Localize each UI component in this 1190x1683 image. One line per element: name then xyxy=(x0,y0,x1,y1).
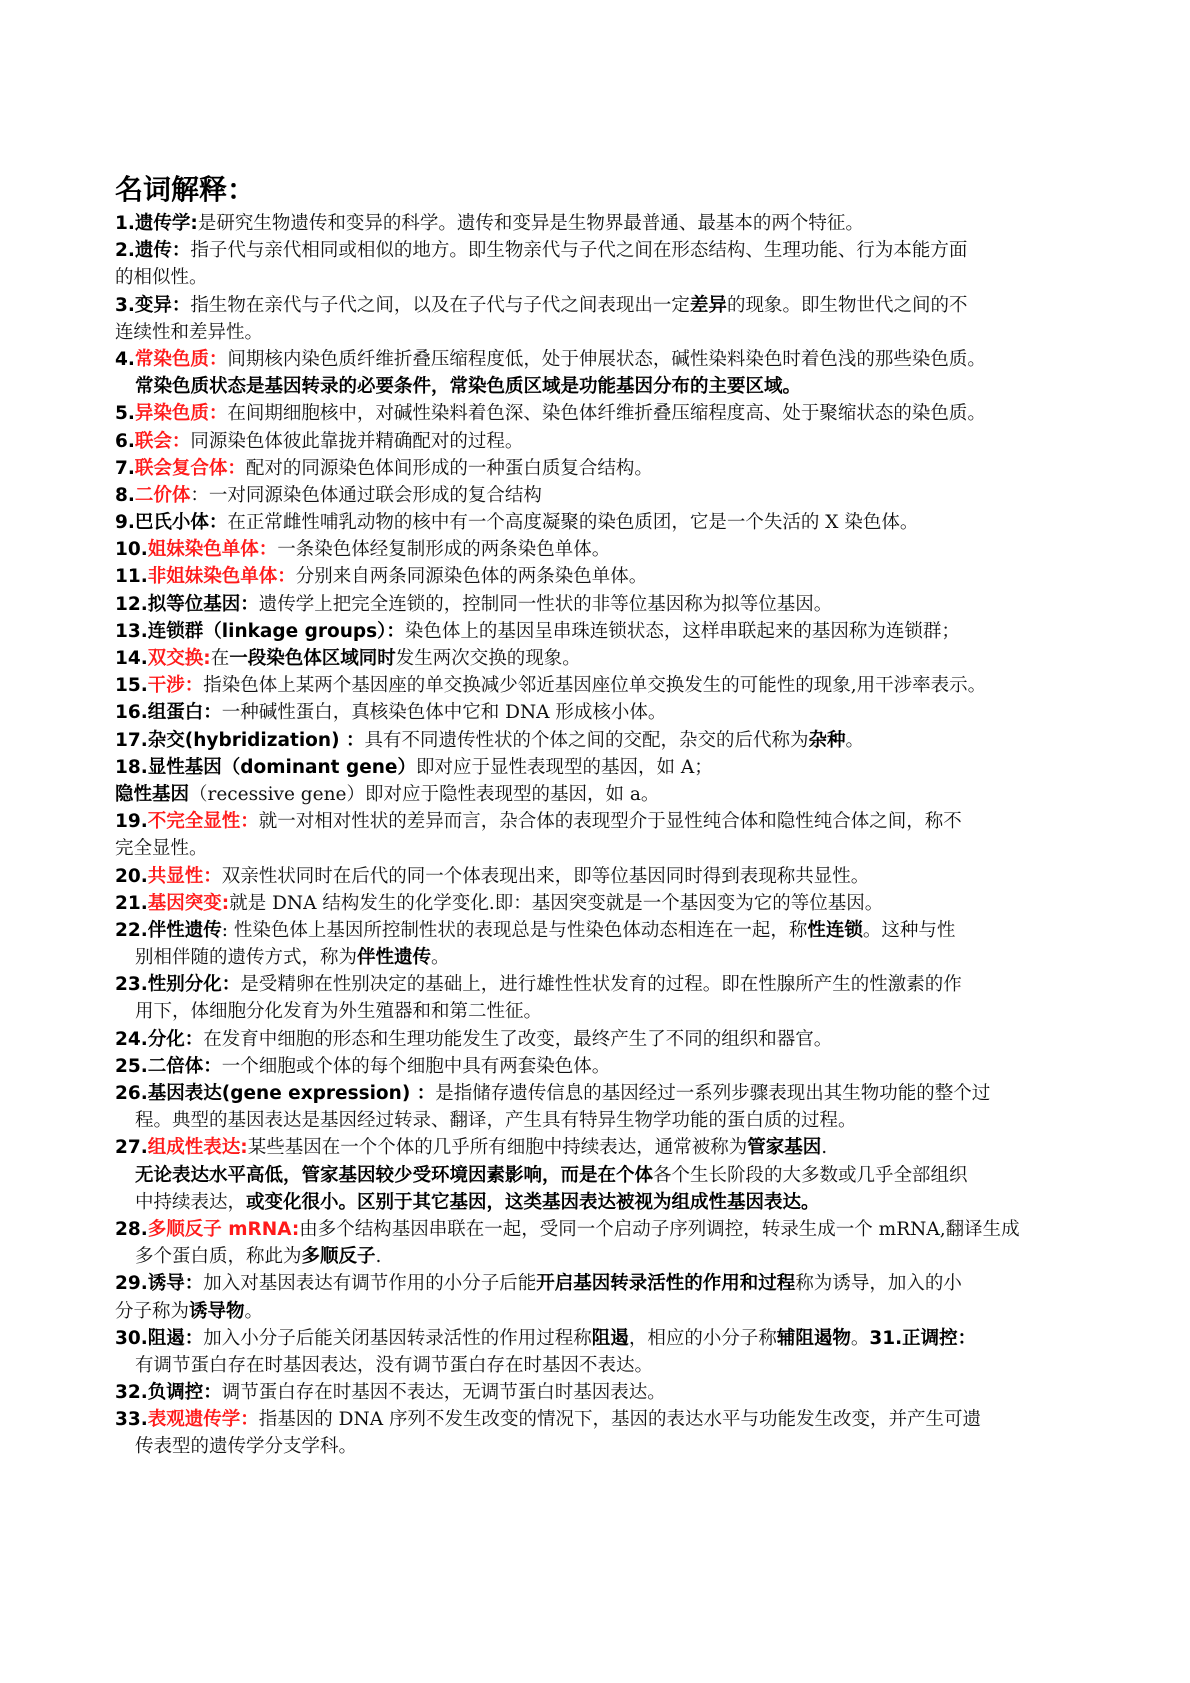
bold-text: 辅阻遏物 xyxy=(776,1327,851,1349)
bold-text: 13.连锁群（linkage groups）： xyxy=(115,620,405,642)
entry-text: 同源染色体彼此靠拢并精确配对的过程。 xyxy=(190,430,524,452)
glossary-entry xyxy=(115,210,1095,237)
bold-text: 16.组蛋白： xyxy=(115,702,222,724)
entry-line xyxy=(115,971,1095,998)
entry-line xyxy=(115,482,1095,509)
entry-line xyxy=(115,1379,1095,1406)
glossary-entry xyxy=(115,563,1095,590)
entry-text: 。 xyxy=(850,1327,870,1349)
glossary-entry xyxy=(115,754,1095,808)
bold-text: 无论表达水平高低，管家基因较少受环境因素影响，而是在个体 xyxy=(135,1164,654,1186)
entry-line xyxy=(115,754,1095,781)
entry-text: 是研究生物遗传和变异的科学。遗传和变异是生物界最普通、最基本的两个特征。 xyxy=(197,213,864,234)
entry-text: 指基因的 DNA 序列不发生改变的情况下，基因的表达水平与功能发生改变，并产生可遗 xyxy=(258,1409,981,1431)
entry-line xyxy=(115,781,1095,808)
term-highlight: 表观遗传学： xyxy=(147,1409,259,1431)
glossary-entry xyxy=(115,482,1095,509)
entry-text: 。这种与性 xyxy=(862,919,956,941)
bold-text: 27. xyxy=(115,1137,148,1159)
entry-line xyxy=(115,917,1095,944)
entry-text: . xyxy=(375,1246,382,1268)
entry-text: 。 xyxy=(431,947,450,969)
entry-line xyxy=(115,618,1095,645)
entry-line xyxy=(115,1352,1095,1379)
bold-text: 5. xyxy=(115,403,135,425)
entry-text: 是指储存遗传信息的基因经过一系列步骤表现出其生物功能的整个过 xyxy=(435,1083,991,1104)
entry-line xyxy=(115,319,1095,346)
bold-text: 33. xyxy=(115,1409,148,1431)
entry-line xyxy=(115,727,1095,754)
bold-text: 差异 xyxy=(689,294,727,316)
entry-line xyxy=(115,835,1095,862)
bold-text: 32.负调控： xyxy=(115,1382,222,1404)
bold-text: 30.阻遏： xyxy=(115,1327,204,1349)
entry-text: 的相似性。 xyxy=(115,267,208,289)
bold-text: 杂种 xyxy=(808,729,846,751)
entry-line xyxy=(115,400,1095,427)
glossary-entry xyxy=(115,1406,1095,1460)
bold-text: 伴性遗传 xyxy=(357,947,432,969)
term-highlight: 联会复合体： xyxy=(134,457,246,479)
entry-line xyxy=(115,890,1095,917)
bold-text: 开启基因转录活性的作用和过程 xyxy=(536,1273,796,1295)
bold-text: 或变化很小。区别于其它基因，这类基因表达被视为组成性基因表达。 xyxy=(246,1191,820,1213)
entry-line xyxy=(115,264,1095,291)
entry-text: 完全显性。 xyxy=(115,838,208,860)
entry-text: 在 xyxy=(210,648,230,669)
glossary-entry xyxy=(115,346,1095,400)
entry-line xyxy=(115,1080,1095,1107)
entry-line xyxy=(115,536,1095,563)
bold-text: 多顺反子 xyxy=(301,1246,376,1268)
entry-text: 在间期细胞核中，对碱性染料着色深、染色体纤维折叠压缩程度高、处于聚缩状态的染色质。 xyxy=(227,403,986,425)
entry-line xyxy=(115,1026,1095,1053)
glossary-entry xyxy=(115,699,1095,726)
entry-line xyxy=(115,699,1095,726)
entry-line xyxy=(115,563,1095,590)
entry-line xyxy=(115,1433,1095,1460)
glossary-entry xyxy=(115,645,1095,672)
term-highlight: 组成性表达: xyxy=(147,1137,248,1159)
entry-text: 配对的同源染色体间形成的一种蛋白质复合结构。 xyxy=(245,457,653,479)
term-highlight: 多顺反子 mRNA: xyxy=(147,1218,300,1240)
entry-text: 。 xyxy=(845,729,865,751)
bold-text: 29.诱导： xyxy=(115,1273,204,1295)
entry-line xyxy=(115,346,1095,373)
glossary-entry xyxy=(115,400,1095,427)
entry-text: 的现象。即生物世代之间的不 xyxy=(726,294,968,316)
entry-line xyxy=(115,237,1095,264)
entry-line xyxy=(115,998,1095,1025)
term-highlight: 常染色质： xyxy=(134,348,228,370)
entry-text: 。 xyxy=(244,1300,264,1322)
entry-text: 分别来自两条同源染色体的两条染色单体。 xyxy=(295,566,648,588)
glossary-entry xyxy=(115,672,1095,699)
entry-line xyxy=(115,373,1095,400)
entry-text: 是受精卵在性别决定的基础上，进行雄性性状发育的过程。即在性腺所产生的性激素的作 xyxy=(240,974,962,996)
entry-text: 加入对基因表达有调节作用的小分子后能 xyxy=(203,1273,537,1295)
glossary-entry xyxy=(115,428,1095,455)
bold-text: 14. xyxy=(115,648,148,669)
glossary-entry xyxy=(115,890,1095,917)
bold-text: 3.变异： xyxy=(115,294,191,316)
entry-text: 程。典型的基因表达是基因经过转录、翻译，产生具有特异生物学功能的蛋白质的过程。 xyxy=(135,1110,857,1132)
entry-line xyxy=(115,509,1095,536)
bold-text: 阻遏 xyxy=(591,1327,629,1349)
entry-text: 即对应于显性表现型的基因，如 A； xyxy=(415,756,713,778)
glossary-entry xyxy=(115,1026,1095,1053)
glossary-entry xyxy=(115,727,1095,754)
bold-text: 9.巴氏小体： xyxy=(115,512,228,534)
entry-text: 加入小分子后能关闭基因转录活性的作用过程称 xyxy=(203,1327,592,1349)
entry-text: 中持续表达， xyxy=(135,1191,247,1213)
entry-text: 各个生长阶段的大多数或几乎全部组织 xyxy=(653,1164,968,1186)
entry-text: 传表型的遗传学分支学科。 xyxy=(135,1436,358,1458)
entry-text: 在发育中细胞的形态和生理功能发生了改变，最终产生了不同的组织和器官。 xyxy=(203,1028,833,1050)
glossary-entry xyxy=(115,1216,1095,1270)
glossary-entry xyxy=(115,1325,1095,1379)
entry-text: 称为诱导，加入的小 xyxy=(795,1273,962,1295)
entry-line xyxy=(115,210,1095,237)
bold-text: 18.显性基因（dominant gene） xyxy=(115,756,416,778)
entry-line xyxy=(115,1189,1095,1216)
entry-text: 就一对相对性状的差异而言，杂合体的表现型介于显性纯合体和隐性纯合体之间，称不 xyxy=(258,811,962,833)
glossary-entry xyxy=(115,971,1095,1025)
entry-text: 就是 DNA 结构发生的化学变化.即：基因突变就是一个基因变为它的等位基因。 xyxy=(229,892,884,914)
term-highlight: 姐妹染色单体： xyxy=(147,539,278,561)
term-highlight: 双交换: xyxy=(147,648,211,669)
entry-text: 遗传学上把完全连锁的，控制同一性状的非等位基因称为拟等位基因。 xyxy=(258,593,833,615)
entry-line xyxy=(115,591,1095,618)
glossary-entry xyxy=(115,1379,1095,1406)
entry-text: 在正常雌性哺乳动物的核中有一个高度凝聚的染色质团，它是一个失活的 X 染色体。 xyxy=(227,512,919,534)
glossary-entry xyxy=(115,1134,1095,1216)
glossary-entry xyxy=(115,1053,1095,1080)
glossary-entry xyxy=(115,509,1095,536)
entry-text: ，相应的小分子称 xyxy=(628,1327,777,1349)
entry-line xyxy=(115,1243,1095,1270)
entry-text: 一个细胞或个体的每个细胞中具有两套染色体。 xyxy=(221,1055,611,1077)
entry-line xyxy=(115,428,1095,455)
entry-line xyxy=(115,672,1095,699)
entry-line xyxy=(115,292,1095,319)
entry-text: 染色体上的基因呈串珠连锁状态，这样串联起来的基因称为连锁群； xyxy=(404,620,960,642)
glossary-entry xyxy=(115,237,1095,291)
entry-text: 有调节蛋白存在时基因表达，没有调节蛋白存在时基因不表达。 xyxy=(135,1354,654,1376)
page-title: 名词解释： xyxy=(115,173,256,206)
entry-text: 用下，体细胞分化发育为外生殖器和和第二性征。 xyxy=(135,1001,543,1023)
term-highlight: 共显性： xyxy=(147,865,222,887)
glossary-entry xyxy=(115,455,1095,482)
entry-text: 指子代与亲代相同或相似的地方。即生物亲代与子代之间在形态结构、生理功能、行为本能方面 xyxy=(190,240,968,262)
glossary-entry xyxy=(115,808,1095,862)
entry-line xyxy=(115,808,1095,835)
bold-text: 性连锁 xyxy=(807,919,863,941)
bold-text: 11. xyxy=(115,566,148,588)
glossary-list xyxy=(115,210,1095,1461)
bold-text: 25.二倍体： xyxy=(115,1055,222,1077)
entry-text: 某些基因在一个个体的几乎所有细胞中持续表达，通常被称为 xyxy=(247,1137,748,1159)
entry-text: （recessive gene）即对应于隐性表现型的基因，如 a。 xyxy=(189,783,660,805)
entry-text: . xyxy=(821,1137,828,1159)
entry-text: 调节蛋白存在时基因不表达，无调节蛋白时基因表达。 xyxy=(221,1382,666,1404)
entry-text: 一条染色体经复制形成的两条染色单体。 xyxy=(277,539,611,561)
bold-text: 26.基因表达(gene expression) ： xyxy=(115,1083,436,1104)
entry-line xyxy=(115,1406,1095,1433)
bold-text: 1.遗传学: xyxy=(115,213,198,234)
glossary-entry xyxy=(115,292,1095,346)
glossary-entry xyxy=(115,863,1095,890)
entry-line xyxy=(115,1325,1095,1352)
bold-text: 23.性别分化： xyxy=(115,974,241,996)
entry-line xyxy=(115,863,1095,890)
bold-text: 一段染色体区域同时 xyxy=(229,648,396,669)
entry-line xyxy=(115,944,1095,971)
bold-text: 管家基因 xyxy=(747,1137,822,1159)
glossary-entry xyxy=(115,618,1095,645)
bold-text: 21. xyxy=(115,892,148,914)
bold-text: 4. xyxy=(115,348,135,370)
bold-text: 22.伴性遗传 xyxy=(115,919,222,941)
entry-line xyxy=(115,1134,1095,1161)
term-highlight: 基因突变: xyxy=(147,892,230,914)
glossary-entry xyxy=(115,1080,1095,1134)
entry-text: 连续性和差异性。 xyxy=(115,321,264,343)
bold-text: 15. xyxy=(115,675,148,697)
bold-text: 隐性基因 xyxy=(115,783,190,805)
glossary-entry xyxy=(115,1270,1095,1324)
term-highlight: 异染色质： xyxy=(134,403,228,425)
bold-text: 7. xyxy=(115,457,135,479)
entry-line xyxy=(115,1162,1095,1189)
term-highlight: 干涉： xyxy=(147,675,204,697)
entry-text: 间期核内染色质纤维折叠压缩程度低，处于伸展状态，碱性染料染色时着色浅的那些染色质。 xyxy=(227,348,986,370)
entry-text: 一种碱性蛋白，真核染色体中它和 DNA 形成核小体。 xyxy=(221,702,667,724)
entry-text: 发生两次交换的现象。 xyxy=(395,648,581,669)
entry-text: 别相伴随的遗传方式，称为 xyxy=(135,947,358,969)
entry-text: 分子称为 xyxy=(115,1300,190,1322)
document-page xyxy=(115,172,1095,1461)
bold-text: 2.遗传： xyxy=(115,240,191,262)
bold-text: 28. xyxy=(115,1218,148,1240)
entry-line xyxy=(115,1270,1095,1297)
entry-text: 指生物在亲代与子代之间，以及在子代与子代之间表现出一定 xyxy=(190,294,690,316)
entry-line xyxy=(115,1107,1095,1134)
term-highlight: 联会： xyxy=(134,430,191,452)
entry-text: : 性染色体上基因所控制性状的表现总是与性染色体动态相连在一起，称 xyxy=(221,919,808,941)
entry-text: ：一对同源染色体通过联会形成的复合结构 xyxy=(190,484,542,506)
entry-line xyxy=(115,1298,1095,1325)
term-highlight: 非姐妹染色单体： xyxy=(147,566,296,588)
bold-text: 20. xyxy=(115,865,148,887)
entry-text: 由多个结构基因串联在一起，受同一个启动子序列调控，转录生成一个 mRNA,翻译生成 xyxy=(299,1218,1020,1240)
entry-text: 指染色体上某两个基因座的单交换减少邻近基因座位单交换发生的可能性的现象,用干涉率表示。 xyxy=(203,675,987,697)
entry-line xyxy=(115,645,1095,672)
bold-text: 6. xyxy=(115,430,135,452)
term-highlight: 不完全显性： xyxy=(147,811,259,833)
entry-line xyxy=(115,1053,1095,1080)
bold-text: 8. xyxy=(115,484,135,506)
bold-text: 常染色质状态是基因转录的必要条件，常染色质区域是功能基因分布的主要区域。 xyxy=(135,376,802,398)
entry-text: 双亲性状同时在后代的同一个体表现出来，即等位基因同时得到表现称共显性。 xyxy=(221,865,870,887)
bold-text: 10. xyxy=(115,539,148,561)
bold-text: 31.正调控： xyxy=(869,1327,977,1349)
entry-text: 多个蛋白质，称此为 xyxy=(135,1246,302,1268)
glossary-entry xyxy=(115,536,1095,563)
bold-text: 诱导物 xyxy=(189,1300,245,1322)
bold-text: 17.杂交(hybridization) ： xyxy=(115,729,365,751)
entry-line xyxy=(115,455,1095,482)
entry-text: 具有不同遗传性状的个体之间的交配，杂交的后代称为 xyxy=(364,729,809,751)
bold-text: 19. xyxy=(115,811,148,833)
glossary-entry xyxy=(115,917,1095,971)
bold-text: 24.分化： xyxy=(115,1028,204,1050)
entry-line xyxy=(115,1216,1095,1243)
bold-text: 12.拟等位基因： xyxy=(115,593,259,615)
term-highlight: 二价体 xyxy=(134,484,191,506)
glossary-entry xyxy=(115,591,1095,618)
